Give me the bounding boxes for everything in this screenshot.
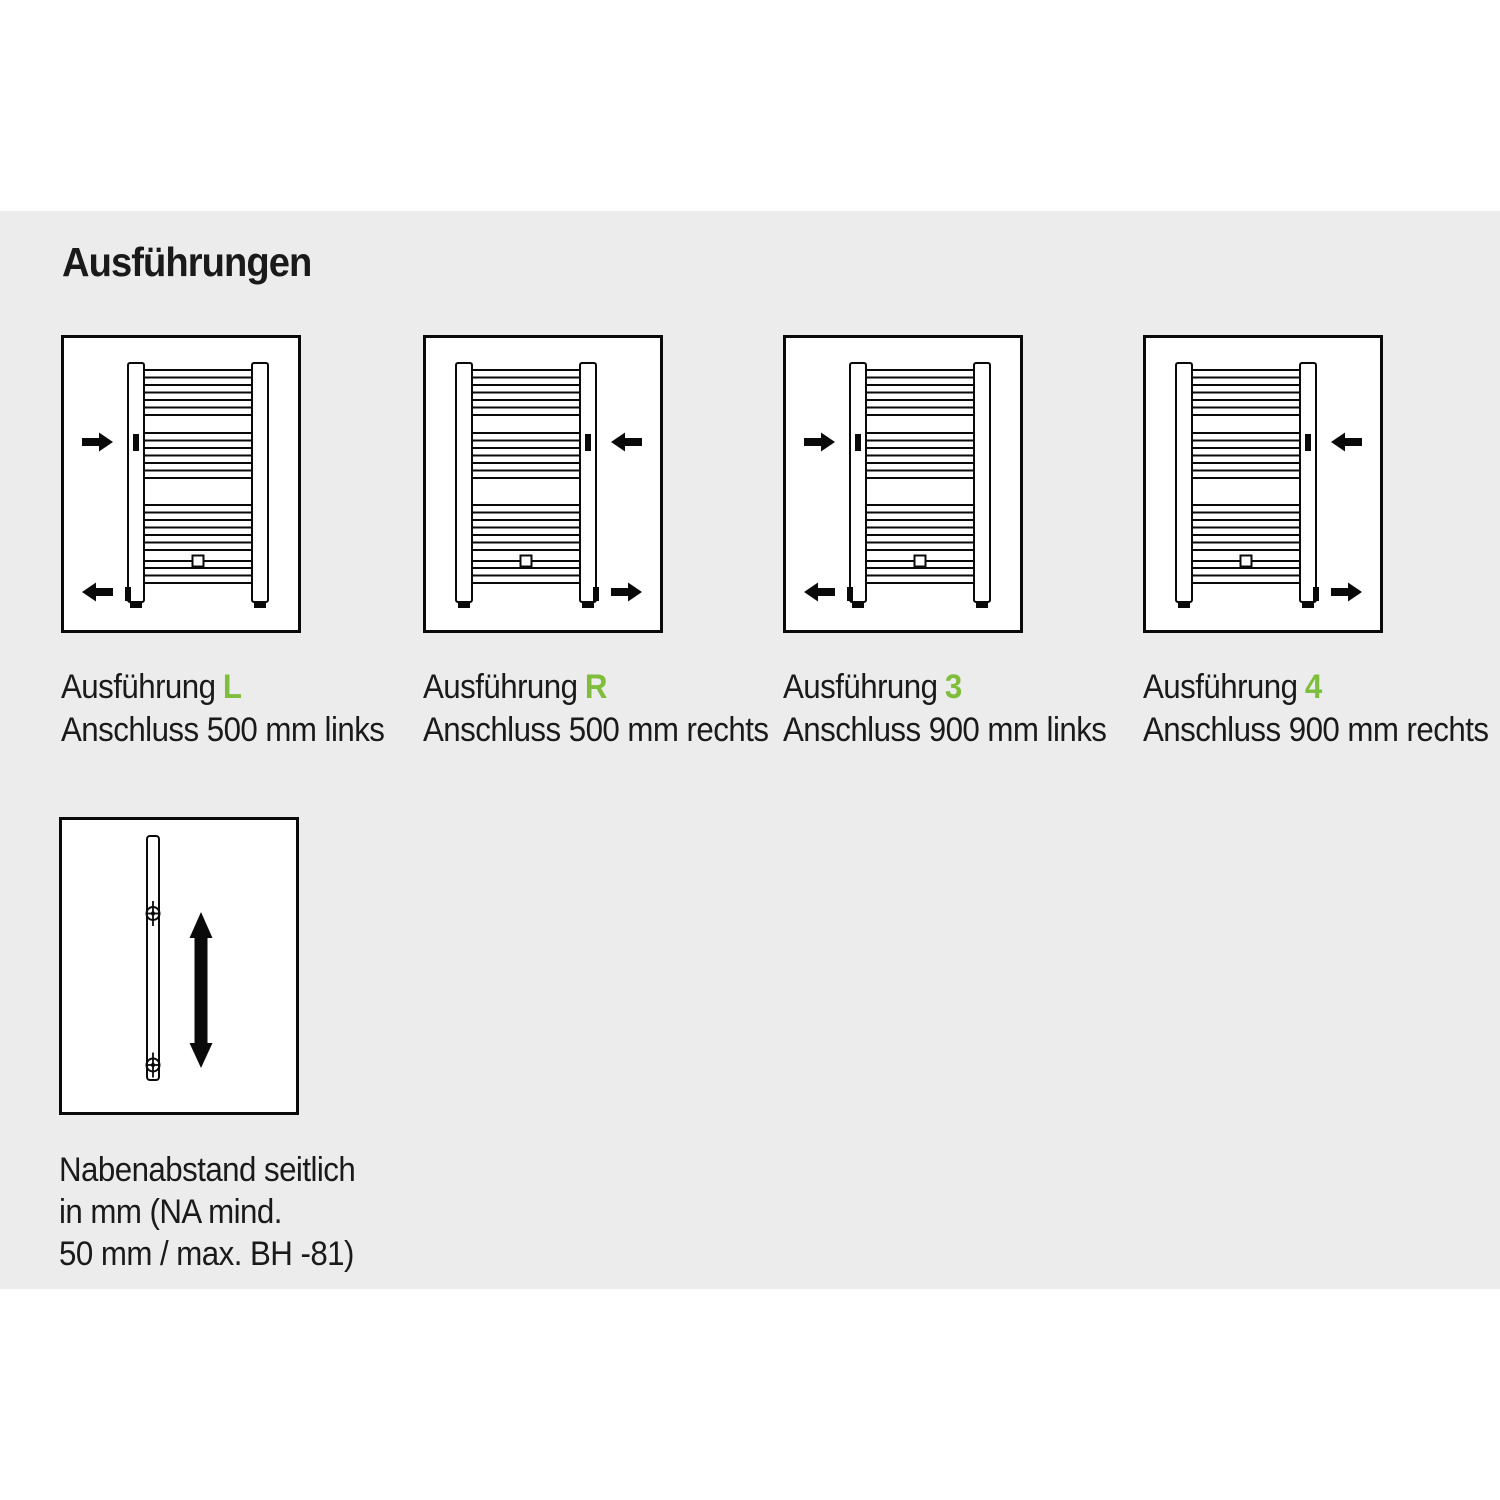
variant-subtitle: Anschluss 500 mm links bbox=[61, 711, 385, 749]
variant-subtitle: Anschluss 900 mm rechts bbox=[1143, 711, 1489, 749]
variant-subtitle: Anschluss 900 mm links bbox=[783, 711, 1107, 749]
diagram-box bbox=[423, 335, 663, 633]
variant-card-4 bbox=[1143, 335, 1489, 752]
variant-card-L bbox=[61, 335, 385, 752]
hub-distance-diagram-icon bbox=[59, 817, 299, 1115]
diagram-box bbox=[1143, 335, 1383, 633]
variant-code: 3 bbox=[944, 668, 962, 706]
variant-label: Ausführung bbox=[423, 668, 578, 706]
variant-title bbox=[61, 666, 291, 709]
variant-code: 4 bbox=[1304, 668, 1322, 706]
hub-caption-line: in mm (NA mind. bbox=[59, 1193, 282, 1231]
top-connection-tick-icon bbox=[133, 434, 139, 451]
bottom-connection-tick-icon bbox=[1313, 587, 1319, 601]
radiator-connection-left-icon bbox=[61, 335, 301, 633]
hub-distance-card bbox=[59, 817, 379, 1275]
variant-code: L bbox=[222, 668, 242, 706]
collector-tube bbox=[147, 836, 159, 1080]
variant-title bbox=[423, 666, 653, 709]
variant-title bbox=[1143, 666, 1373, 709]
hub-caption-line: Nabenabstand seitlich bbox=[59, 1151, 356, 1189]
section-heading: Ausführungen bbox=[62, 239, 312, 285]
top-connection-tick-icon bbox=[585, 434, 591, 451]
diagram-box bbox=[59, 817, 299, 1115]
variant-label: Ausführung bbox=[61, 668, 216, 706]
variant-caption bbox=[423, 666, 769, 752]
bottom-connection-tick-icon bbox=[125, 587, 131, 601]
variant-card-3 bbox=[783, 335, 1107, 752]
top-connection-tick-icon bbox=[1305, 434, 1311, 451]
valve-square-icon bbox=[193, 556, 204, 567]
hub-caption-line: 50 mm / max. BH -81) bbox=[59, 1235, 354, 1273]
variant-caption bbox=[1143, 666, 1489, 752]
bottom-connection-tick-icon bbox=[593, 587, 599, 601]
bottom-connection-tick-icon bbox=[847, 587, 853, 601]
radiator-connection-left-icon bbox=[783, 335, 1023, 633]
radiator-connection-right-icon bbox=[423, 335, 663, 633]
valve-square-icon bbox=[1241, 556, 1252, 567]
radiator-connection-right-icon bbox=[1143, 335, 1383, 633]
variant-label: Ausführung bbox=[783, 668, 938, 706]
valve-square-icon bbox=[521, 556, 532, 567]
valve-square-icon bbox=[915, 556, 926, 567]
diagram-box bbox=[61, 335, 301, 633]
diagram-box bbox=[783, 335, 1023, 633]
variant-title bbox=[783, 666, 1013, 709]
variant-subtitle: Anschluss 500 mm rechts bbox=[423, 711, 769, 749]
variant-caption bbox=[61, 666, 385, 752]
top-connection-tick-icon bbox=[855, 434, 861, 451]
variant-code: R bbox=[584, 668, 607, 706]
variant-card-R bbox=[423, 335, 769, 752]
variant-label: Ausführung bbox=[1143, 668, 1298, 706]
hub-distance-caption bbox=[59, 1149, 356, 1275]
variant-caption bbox=[783, 666, 1107, 752]
